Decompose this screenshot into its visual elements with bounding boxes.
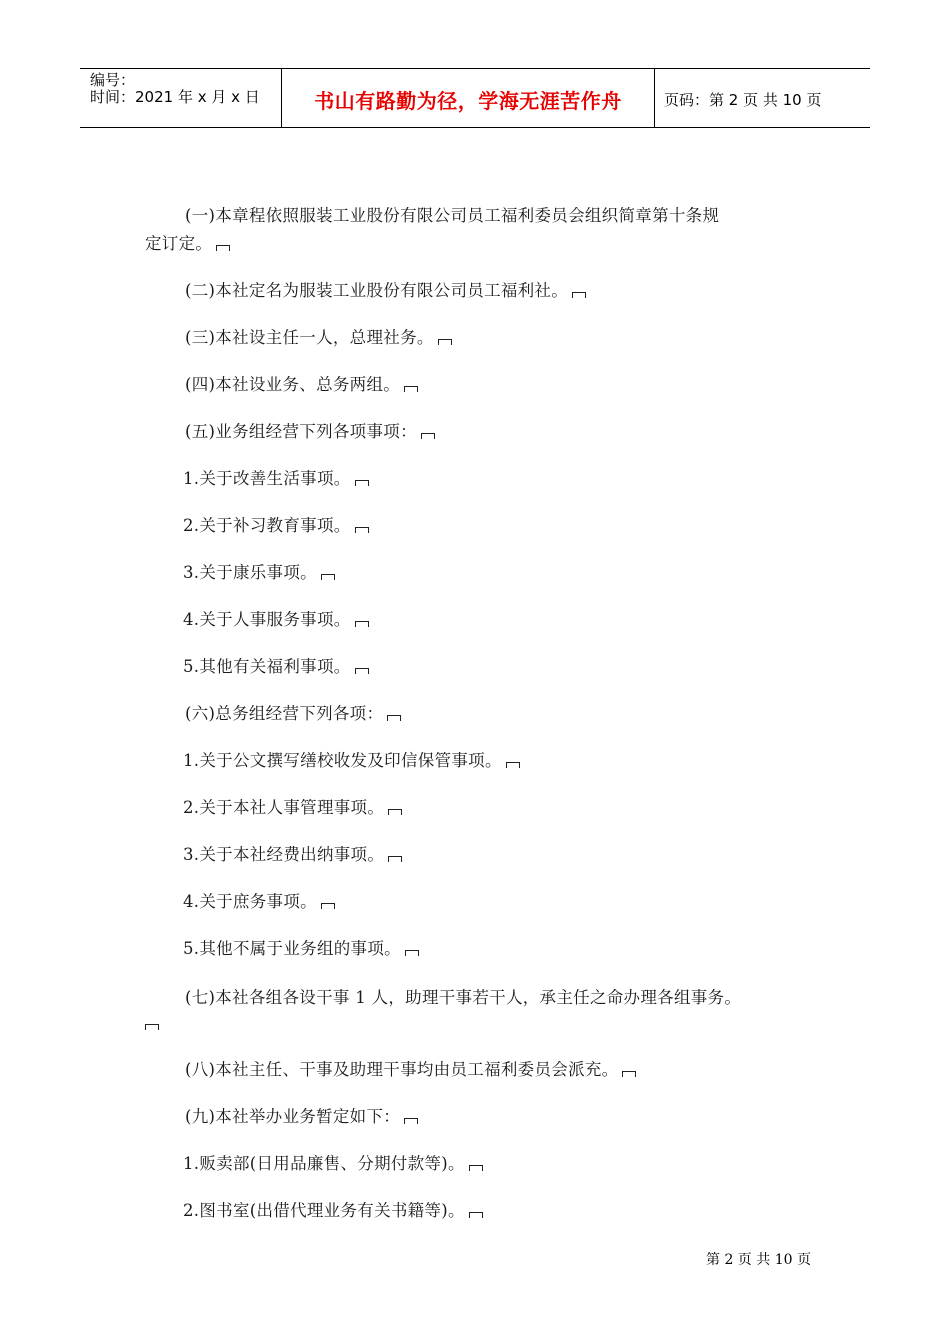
paragraph-1 [185,200,855,231]
list-item-text: 5.其他不属于业务组的事项。 [183,939,401,958]
paragraph-text: (九)本社举办业务暂定如下： [185,1107,401,1126]
list-item [183,1148,853,1179]
paragraph-1-cont [145,228,815,259]
list-item-text: 2.关于本社人事管理事项。 [183,798,385,817]
header-page-info: 页码：第 2 页 共 10 页 [664,90,822,109]
paragraph-mark-icon [404,386,418,392]
paragraph-mark-icon [572,292,586,298]
list-item-text: 3.关于本社经费出纳事项。 [183,845,385,864]
paragraph-mark-icon [388,809,402,815]
paragraph-text: (四)本社设业务、总务两组。 [185,375,401,394]
list-item [183,792,853,823]
header-meta [80,69,282,127]
paragraph-mark-icon [506,762,520,768]
list-item-text: 2.关于补习教育事项。 [183,516,351,535]
document-time-label: 时间：2021 年 x 月 x 日 [90,88,260,106]
paragraph-mark-icon [388,856,402,862]
paragraph-mark-icon [321,903,335,909]
list-item [183,604,853,635]
paragraph-7-cont [145,1007,815,1038]
list-item-text: 1.关于改善生活事项。 [183,469,351,488]
paragraph-5 [185,416,855,447]
list-item-text: 4.关于人事服务事项。 [183,610,351,629]
paragraph-2 [185,275,855,306]
paragraph-mark-icon [438,339,452,345]
paragraph-text: (八)本社主任、干事及助理干事均由员工福利委员会派充。 [185,1060,619,1079]
paragraph-text: (五)业务组经营下列各项事项： [185,422,417,441]
paragraph-text: (一)本章程依照服装工业股份有限公司员工福利委员会组织简章第十条规 [185,206,720,225]
paragraph-mark-icon [405,950,419,956]
paragraph-mark-icon [355,668,369,674]
paragraph-6 [185,698,855,729]
paragraph-mark-icon [622,1071,636,1077]
list-item-text: 3.关于康乐事项。 [183,563,317,582]
paragraph-text: (二)本社定名为服装工业股份有限公司员工福利社。 [185,281,569,300]
paragraph-mark-icon [216,245,230,251]
list-item [183,557,853,588]
paragraph-mark-icon [469,1165,483,1171]
page-header [80,68,870,128]
paragraph-8 [185,1054,855,1085]
paragraph-4 [185,369,855,400]
paragraph-mark-icon [404,1118,418,1124]
header-motto: 书山有路勤为径，学海无涯苦作舟 [282,69,655,127]
paragraph-text: (七)本社各组各设干事 1 人，助理干事若干人，承主任之命办理各组事务。 [185,988,742,1007]
page-footer: 第 2 页 共 10 页 [706,1252,811,1268]
list-item [183,1195,853,1226]
paragraph-mark-icon [321,574,335,580]
paragraph-mark-icon [355,480,369,486]
paragraph-mark-icon [387,715,401,721]
list-item [183,933,853,964]
paragraph-text: (三)本社设主任一人，总理社务。 [185,328,434,347]
list-item [183,510,853,541]
document-number-label: 编号： [90,71,136,89]
paragraph-9 [185,1101,855,1132]
paragraph-mark-icon [469,1212,483,1218]
paragraph-mark-icon [355,621,369,627]
list-item-text: 1.关于公文撰写缮校收发及印信保管事项。 [183,751,502,770]
paragraph-text: 定订定。 [145,234,213,253]
list-item-text: 2.图书室(出借代理业务有关书籍等)。 [183,1201,465,1220]
list-item [183,839,853,870]
list-item-text: 1.贩卖部(日用品廉售、分期付款等)。 [183,1154,465,1173]
paragraph-mark-icon [145,1024,159,1030]
list-item [183,463,853,494]
list-item [183,745,853,776]
list-item-text: 4.关于庶务事项。 [183,892,317,911]
paragraph-3 [185,322,855,353]
list-item-text: 5.其他有关福利事项。 [183,657,351,676]
paragraph-mark-icon [421,433,435,439]
paragraph-mark-icon [355,527,369,533]
list-item [183,886,853,917]
paragraph-text: (六)总务组经营下列各项： [185,704,384,723]
list-item [183,651,853,682]
